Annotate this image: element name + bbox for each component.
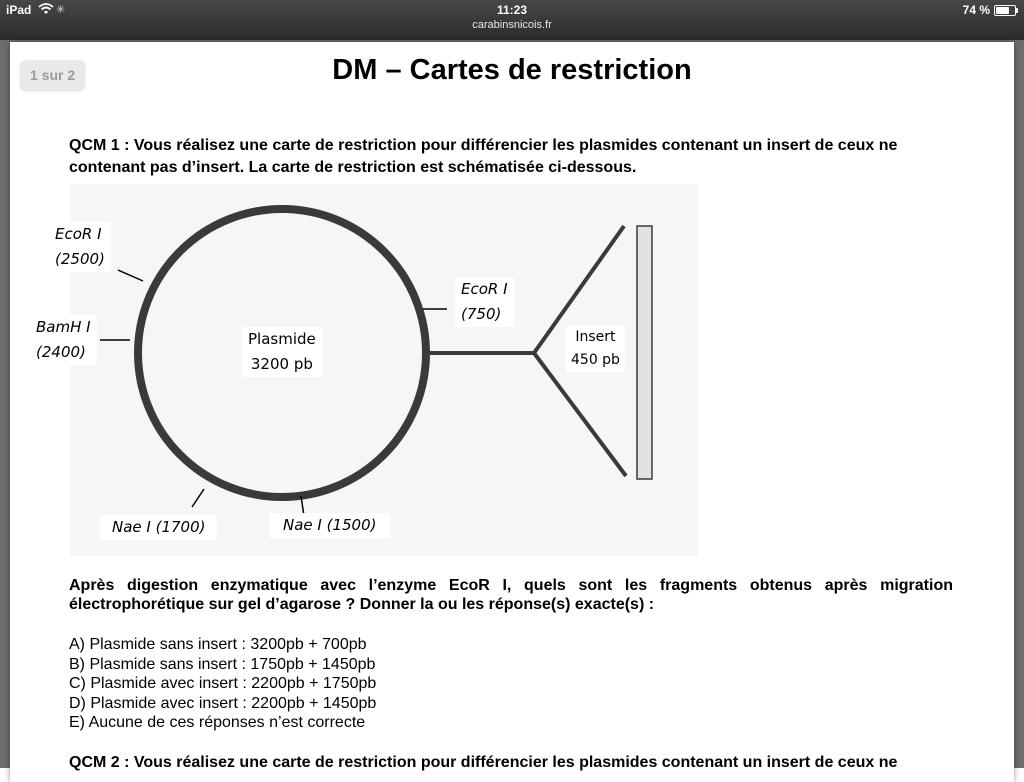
ecor1-right-name: EcoR I (461, 280, 508, 298)
plasmid-size: 3200 pb (250, 355, 313, 373)
insert-name: Insert (575, 329, 616, 345)
answer-d: D) Plasmide avec insert : 2200pb + 1450pb (69, 694, 377, 712)
ios-status-bar (0, 0, 1024, 40)
battery-icon (994, 5, 1016, 16)
document-title: DM – Cartes de restriction (332, 54, 692, 86)
label-plasmid (242, 327, 322, 377)
answer-e: E) Aucune de ces réponses n’est correcte (69, 714, 366, 732)
insert-size: 450 pb (571, 352, 620, 368)
qcm1-intro: QCM 1 : Vous réalisez une carte de restriction pour différencier les plasmides contenant un insert de ceux ne contenant pas d’insert. La carte de restriction est schématisée ci-dessous. (69, 137, 898, 176)
page-indicator: 1 sur 2 (20, 60, 85, 90)
answer-list (69, 635, 376, 733)
ecor1-right-position: (750) (461, 305, 502, 323)
activity-spinner-icon: ✳ (56, 4, 66, 16)
question-text: Après digestion enzymatique avec l’enzyme EcoR I, quels sont les fragments obtenus après migration électrophorétique sur gel d’agarose ? Donner la ou les réponse(s) exacte(s) : (69, 577, 953, 613)
url-bar[interactable]: carabinsnicois.fr (472, 19, 552, 31)
clock: 11:23 (496, 3, 528, 17)
bamh1-position: (2400) (36, 343, 86, 361)
plasmid-name: Plasmide (248, 330, 316, 348)
battery-percent: 74 % (962, 3, 990, 17)
ecor1-left-position: (2500) (55, 250, 105, 268)
tick-ecor1-left (118, 270, 143, 281)
battery-level (996, 7, 1009, 14)
label-nae1-right: Nae I (1500) (269, 513, 390, 538)
qcm2-intro: QCM 2 : Vous réalisez une carte de restriction pour différencier les plasmides contenant un insert de ceux ne (69, 754, 898, 771)
device-name: iPad (6, 3, 32, 17)
bamh1-name: BamH I (36, 318, 91, 336)
label-ecor1-left (49, 222, 111, 272)
answer-b: B) Plasmide sans insert : 1750pb + 1450pb (69, 655, 376, 673)
answer-c: C) Plasmide avec insert : 2200pb + 1750pb (69, 675, 377, 693)
label-ecor1-right (455, 277, 514, 327)
label-insert (566, 326, 625, 372)
label-nae1-left: Nae I (1700) (100, 515, 217, 540)
label-bamh1 (30, 315, 97, 365)
answer-a: A) Plasmide sans insert : 3200pb + 700pb (69, 636, 367, 653)
ecor1-left-name: EcoR I (55, 225, 102, 243)
status-row (0, 0, 1024, 20)
tick-nae1-left (192, 489, 204, 507)
insert-bar (637, 226, 652, 479)
restriction-map-figure (36, 184, 698, 556)
